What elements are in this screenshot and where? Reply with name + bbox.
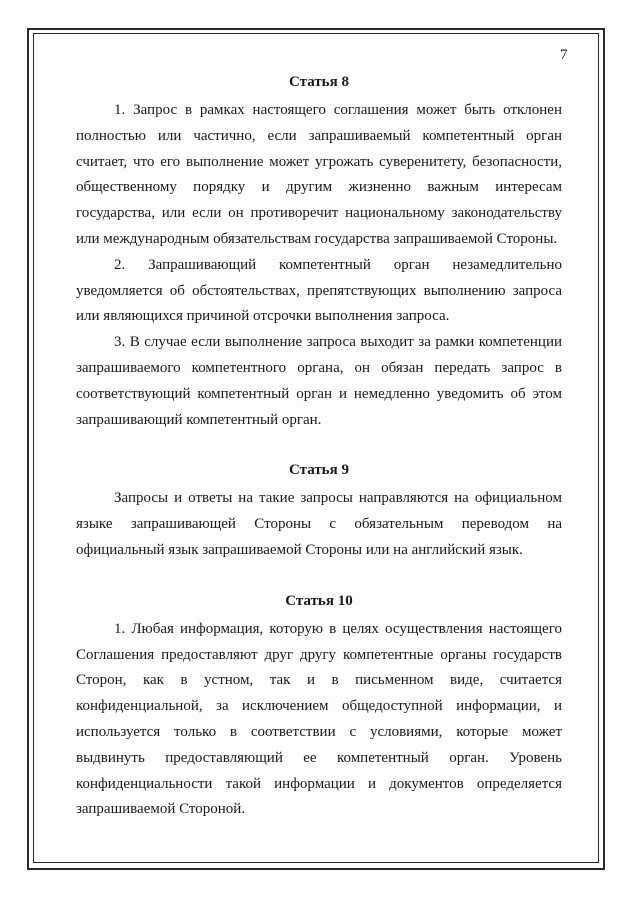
article-heading: Статья 10 (285, 592, 353, 609)
article-heading: Статья 9 (289, 462, 349, 479)
article-heading: Статья 8 (289, 74, 349, 90)
article-paragraph: 2. Запрашивающий компетентный орган незамедлительно уведомляется об обстоятельствах, препятствующих выполнению запроса или являющихся причиной отсрочки выполнения запроса. (76, 256, 562, 325)
article-paragraph: 1. Запрос в рамках настоящего соглашения может быть отклонен полностью или частично, если запрашиваемый компетентный орган считает, что его выполнение может угрожать суверенитету, безопасности, общественному порядку и другим жизненно важным интересам государства, или если он противоречит национальному законодательству или международным обязательствам государства запрашиваемой Стороны. (76, 102, 562, 247)
page-number: 7 (560, 47, 568, 63)
article-9 (76, 458, 562, 563)
article-paragraph: Запросы и ответы на такие запросы направляются на официальном языке запрашивающей Стороны с обязательным переводом на официальный язык запрашиваемой Стороны или на английский язык. (76, 490, 562, 558)
article-paragraph: 3. В случае если выполнение запроса выходит за рамки компетенции запрашиваемого компетентного органа, он обязан передать запрос в соответствующий компетентный орган и немедленно уведомить об этом запрашивающий компетентный орган. (76, 334, 562, 428)
article-8 (76, 70, 562, 433)
document-body (76, 70, 562, 823)
article-10 (76, 589, 562, 823)
article-paragraph: 1. Любая информация, которую в целях осуществления настоящего Соглашения предоставляют друг другу компетентные органы государств Сторон, как в устном, так и в письменном виде, считается конфиденциальной, за исключением общедоступной информации, и используется только в соответствии с условиями, которые может выдвинуть предоставляющий ее компетентный орган. Уровень конфиденциальности такой информации и документов определяется запрашиваемой Стороной. (76, 620, 562, 818)
